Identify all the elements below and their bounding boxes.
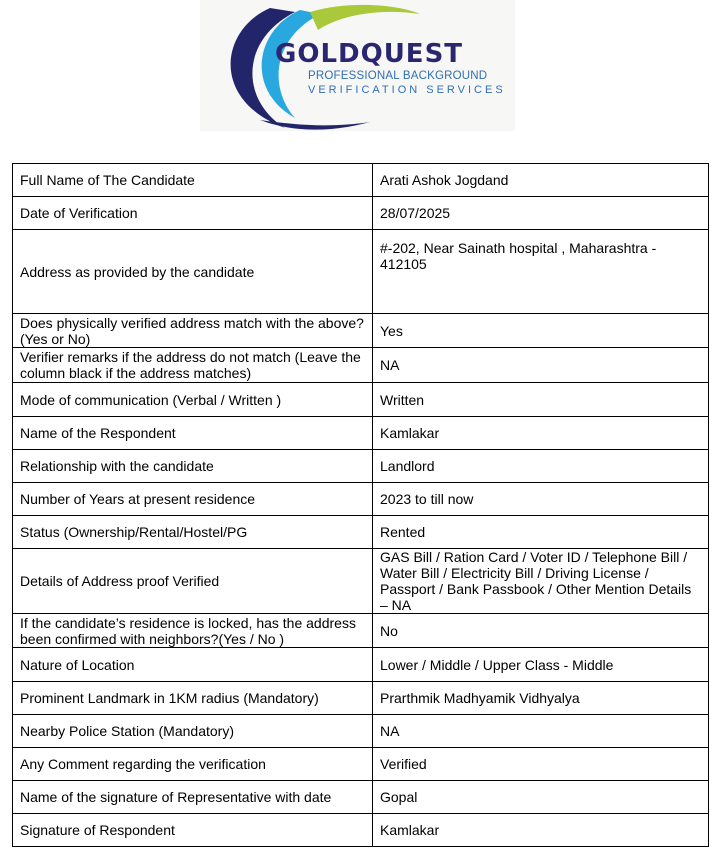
- table-row: [13, 748, 709, 781]
- row-value: Rented: [373, 516, 709, 549]
- table-row: [13, 648, 709, 682]
- row-value: Prarthmik Madhyamik Vidhyalya: [373, 682, 709, 715]
- logo-tagline-1: PROFESSIONAL BACKGROUND: [308, 70, 488, 82]
- table-row: [13, 614, 709, 648]
- row-label: Relationship with the candidate: [13, 450, 373, 483]
- logo-brand-text: GOLDQUEST: [275, 39, 464, 69]
- row-label: Details of Address proof Verified: [13, 549, 373, 614]
- row-label: Name of the Respondent: [13, 417, 373, 450]
- table-row: [13, 164, 709, 197]
- row-label: Nature of Location: [13, 648, 373, 682]
- row-label: Any Comment regarding the verification: [13, 748, 373, 781]
- goldquest-logo: [200, 0, 515, 131]
- row-label: Signature of Respondent: [13, 814, 373, 847]
- row-value: 2023 to till now: [373, 483, 709, 516]
- table-row: [13, 483, 709, 516]
- row-label: Verifier remarks if the address do not match (Leave the column black if the address matches): [13, 348, 373, 383]
- table-row: [13, 417, 709, 450]
- row-value: 28/07/2025: [373, 197, 709, 230]
- table-row: [13, 348, 709, 383]
- row-label: Address as provided by the candidate: [13, 230, 373, 314]
- row-label: Prominent Landmark in 1KM radius (Mandatory): [13, 682, 373, 715]
- verification-table: [12, 163, 709, 847]
- table-row: [13, 230, 709, 314]
- row-value: Arati Ashok Jogdand: [373, 164, 709, 197]
- row-label: Nearby Police Station (Mandatory): [13, 715, 373, 748]
- table-row: [13, 549, 709, 614]
- row-value: Landlord: [373, 450, 709, 483]
- row-value: Gopal: [373, 781, 709, 814]
- row-label: If the candidate’s residence is locked, has the address been confirmed with neighbors?(Yes / No ): [13, 614, 373, 648]
- row-value: Kamlakar: [373, 814, 709, 847]
- table-row: [13, 781, 709, 814]
- row-value: Kamlakar: [373, 417, 709, 450]
- table-row: [13, 450, 709, 483]
- row-value: GAS Bill / Ration Card / Voter ID / Telephone Bill / Water Bill / Electricity Bill / Driving License / Passport / Bank Passbook / Other Mention Details – NA: [373, 549, 709, 614]
- table-row: [13, 682, 709, 715]
- logo-tagline-2: VERIFICATION SERVICES: [308, 84, 506, 96]
- row-label: Status (Ownership/Rental/Hostel/PG: [13, 516, 373, 549]
- row-value: No: [373, 614, 709, 648]
- table-row: [13, 197, 709, 230]
- row-value: Verified: [373, 748, 709, 781]
- row-label: Does physically verified address match with the above?(Yes or No): [13, 314, 373, 348]
- row-value: NA: [373, 715, 709, 748]
- row-label: Name of the signature of Representative with date: [13, 781, 373, 814]
- row-value: Written: [373, 383, 709, 417]
- table-row: [13, 383, 709, 417]
- row-value: Yes: [373, 314, 709, 348]
- row-value: NA: [373, 348, 709, 383]
- row-label: Number of Years at present residence: [13, 483, 373, 516]
- table-row: [13, 814, 709, 847]
- row-label: Full Name of The Candidate: [13, 164, 373, 197]
- table-row: [13, 314, 709, 348]
- row-label: Mode of communication (Verbal / Written ): [13, 383, 373, 417]
- row-value: #-202, Near Sainath hospital , Maharashtra - 412105: [373, 230, 709, 314]
- table-row: [13, 715, 709, 748]
- row-label: Date of Verification: [13, 197, 373, 230]
- table-row: [13, 516, 709, 549]
- row-value: Lower / Middle / Upper Class - Middle: [373, 648, 709, 682]
